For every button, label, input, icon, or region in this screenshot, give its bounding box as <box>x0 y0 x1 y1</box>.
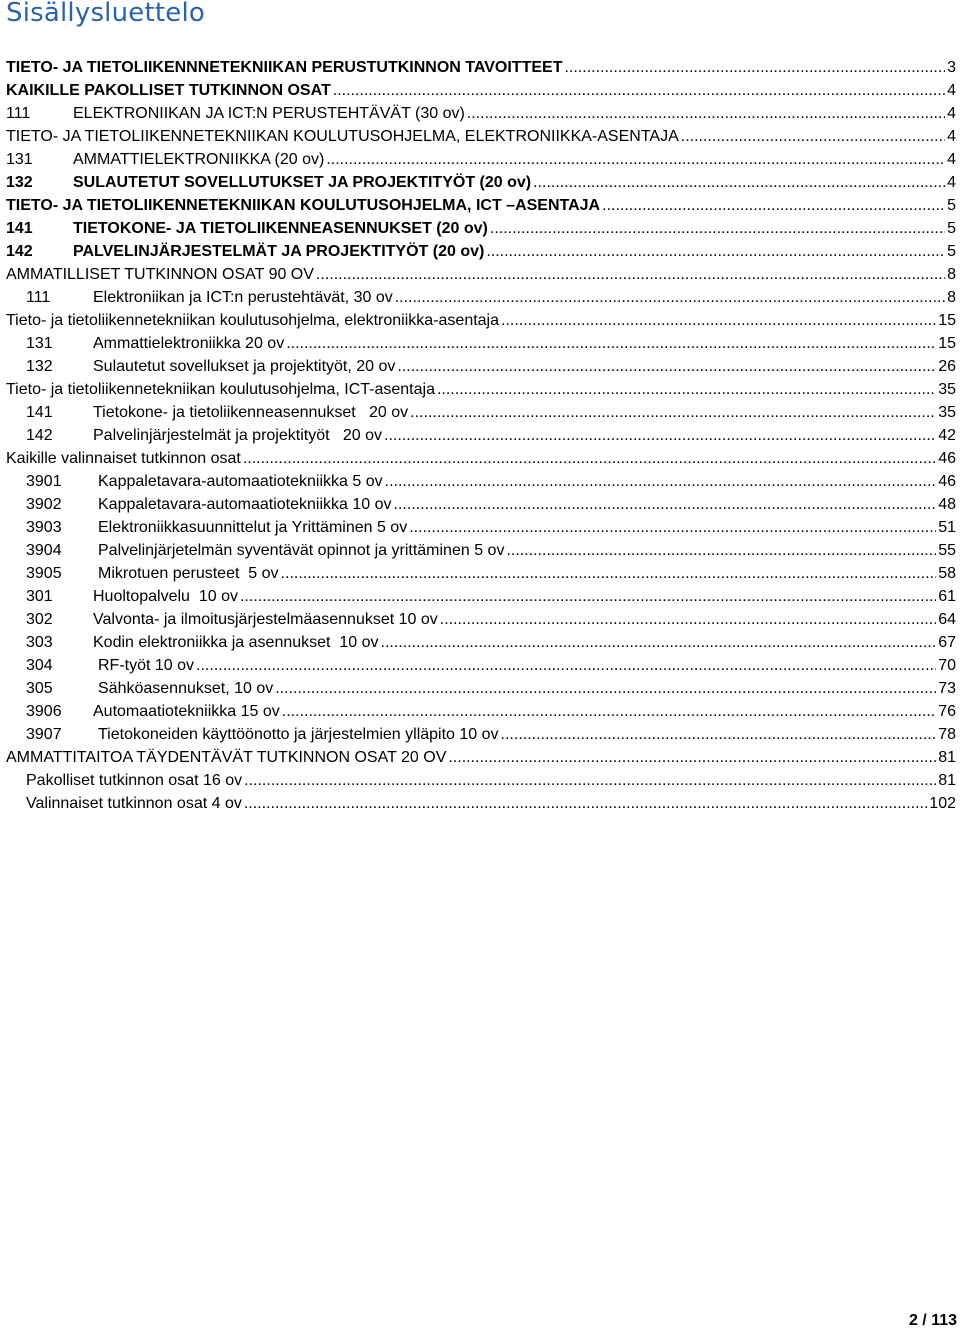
toc-dot-leader <box>240 585 936 608</box>
toc-entry[interactable] <box>6 56 956 79</box>
toc-entry-title: Palvelinjärjetelmän syventävät opinnot ja yrittäminen 5 ov <box>98 542 505 559</box>
toc-entry-title: Kaikille valinnaiset tutkinnon osat <box>6 450 241 467</box>
toc-entry-title: Mikrotuen perusteet 5 ov <box>98 565 279 582</box>
toc-dot-leader <box>381 631 937 654</box>
toc-entry[interactable] <box>6 700 956 723</box>
toc-entry[interactable] <box>6 171 956 194</box>
toc-entry-page: 42 <box>938 427 956 444</box>
toc-entry[interactable] <box>6 585 956 608</box>
toc-dot-leader <box>275 677 936 700</box>
toc-dot-leader <box>564 56 945 79</box>
toc-dot-leader <box>681 125 945 148</box>
toc-dot-leader <box>244 769 936 792</box>
toc-entry-title: Kappaletavara-automaatiotekniikka 10 ov <box>98 496 392 513</box>
toc-entry-number: 131 <box>26 335 53 352</box>
toc-entry-number: 131 <box>6 151 33 168</box>
toc-dot-leader <box>326 148 945 171</box>
toc-entry-page: 46 <box>938 473 956 490</box>
toc-entry-number: 142 <box>26 427 53 444</box>
toc-dot-leader <box>409 516 936 539</box>
toc-entry-title: Elektroniikan ja ICT:n perustehtävät, 30 ov <box>93 289 393 306</box>
toc-entry-number: 132 <box>6 174 33 191</box>
toc-entry-page: 8 <box>947 289 956 306</box>
toc-entry-number: 3902 <box>26 496 62 513</box>
toc-entry-page: 102 <box>929 795 956 812</box>
toc-entry-page: 51 <box>938 519 956 536</box>
toc-entry-page: 81 <box>938 749 956 766</box>
toc-entry-title: Tietokoneiden käyttöönotto ja järjestelmien ylläpito 10 ov <box>98 726 499 743</box>
toc-dot-leader <box>410 401 936 424</box>
toc-entry-title: Tieto- ja tietoliikennetekniikan koulutusohjelma, ICT-asentaja <box>6 381 435 398</box>
toc-entry[interactable] <box>6 792 956 815</box>
toc-entry-title: AMMATTITAITOA TÄYDENTÄVÄT TUTKINNON OSAT 20 OV <box>6 749 447 766</box>
toc-entry[interactable] <box>6 217 956 240</box>
toc-dot-leader <box>501 723 937 746</box>
toc-dot-leader <box>467 102 945 125</box>
toc-entry-number: 142 <box>6 243 33 260</box>
toc-entry[interactable] <box>6 286 956 309</box>
toc-entry[interactable] <box>6 148 956 171</box>
toc-entry-number: 304 <box>26 657 53 674</box>
toc-entry-page: 4 <box>947 105 956 122</box>
toc-entry-title: Palvelinjärjestelmät ja projektityöt 20 ov <box>93 427 383 444</box>
toc-entry[interactable] <box>6 309 956 332</box>
toc-entry-title: Huoltopalvelu 10 ov <box>93 588 238 605</box>
toc-entry[interactable] <box>6 447 956 470</box>
toc-entry-number: 3907 <box>26 726 62 743</box>
toc-entry-page: 35 <box>938 404 956 421</box>
toc-entry-number: 3903 <box>26 519 62 536</box>
toc-entry-title: ELEKTRONIIKAN JA ICT:N PERUSTEHTÄVÄT (30 ov) <box>73 105 465 122</box>
toc-entry[interactable] <box>6 562 956 585</box>
toc-entry[interactable] <box>6 263 956 286</box>
toc-entry[interactable] <box>6 493 956 516</box>
toc-dot-leader <box>244 792 927 815</box>
toc-entry-number: 111 <box>26 289 51 306</box>
toc-entry[interactable] <box>6 378 956 401</box>
toc-entry-page: 70 <box>938 657 956 674</box>
toc-entry-title: Kappaletavara-automaatiotekniikka 5 ov <box>98 473 383 490</box>
toc-entry-page: 81 <box>938 772 956 789</box>
toc-entry[interactable] <box>6 516 956 539</box>
toc-entry-title: AMMATILLISET TUTKINNON OSAT 90 OV <box>6 266 314 283</box>
toc-entry-number: 303 <box>26 634 53 651</box>
toc-entry-number: 132 <box>26 358 53 375</box>
toc-entry-page: 8 <box>947 266 956 283</box>
toc-entry-number: 111 <box>6 105 31 122</box>
toc-dot-leader <box>394 493 937 516</box>
toc-entry[interactable] <box>6 355 956 378</box>
toc-entry-title: Pakolliset tutkinnon osat 16 ov <box>26 772 243 789</box>
toc-entry-title: Kodin elektroniikka ja asennukset 10 ov <box>93 634 379 651</box>
toc-entry[interactable] <box>6 125 956 148</box>
toc-dot-leader <box>602 194 945 217</box>
toc-dot-leader <box>385 470 937 493</box>
toc-entry-number: 141 <box>6 220 33 237</box>
toc-entry-title: TIETO- JA TIETOLIIKENNNETEKNIIKAN PERUSTUTKINNON TAVOITTEET <box>6 59 563 76</box>
toc-entry[interactable] <box>6 79 956 102</box>
toc-dot-leader <box>286 332 936 355</box>
toc-entry-title: TIETO- JA TIETOLIIKENNETEKNIIKAN KOULUTUSOHJELMA, ELEKTRONIIKKA-ASENTAJA <box>6 128 679 145</box>
toc-dot-leader <box>281 562 937 585</box>
toc-entry[interactable] <box>6 470 956 493</box>
toc-entry-page: 58 <box>938 565 956 582</box>
toc-entry[interactable] <box>6 194 956 217</box>
toc-entry-page: 55 <box>938 542 956 559</box>
page-title: Sisällysluettelo <box>6 0 205 28</box>
toc-entry[interactable] <box>6 654 956 677</box>
toc-entry[interactable] <box>6 401 956 424</box>
toc-entry-number: 301 <box>26 588 53 605</box>
toc-dot-leader <box>506 539 936 562</box>
toc-entry-title: TIETO- JA TIETOLIIKENNETEKNIIKAN KOULUTUSOHJELMA, ICT –ASENTAJA <box>6 197 601 214</box>
toc-entry-page: 4 <box>947 151 956 168</box>
toc-entry-page: 5 <box>947 243 956 260</box>
toc-entry-number: 141 <box>26 404 53 421</box>
toc-entry-page: 4 <box>947 82 956 99</box>
toc-entry-page: 46 <box>938 450 956 467</box>
toc-entry-page: 48 <box>938 496 956 513</box>
toc-entry-title: Ammattielektroniikka 20 ov <box>93 335 285 352</box>
toc-dot-leader <box>501 309 936 332</box>
table-of-contents <box>6 56 956 815</box>
toc-entry-page: 67 <box>938 634 956 651</box>
toc-entry-page: 4 <box>947 128 956 145</box>
toc-entry[interactable] <box>6 332 956 355</box>
toc-entry[interactable] <box>6 240 956 263</box>
toc-entry-number: 3905 <box>26 565 62 582</box>
toc-entry[interactable] <box>6 677 956 700</box>
toc-dot-leader <box>440 608 936 631</box>
toc-entry[interactable] <box>6 746 956 769</box>
toc-dot-leader <box>395 286 945 309</box>
toc-dot-leader <box>243 447 936 470</box>
toc-entry-title: AMMATTIELEKTRONIIKKA (20 ov) <box>73 151 325 168</box>
toc-entry-page: 78 <box>938 726 956 743</box>
toc-dot-leader <box>282 700 936 723</box>
toc-entry-title: TIETOKONE- JA TIETOLIIKENNEASENNUKSET (20 ov) <box>73 220 488 237</box>
toc-entry-number: 302 <box>26 611 53 628</box>
toc-entry-number: 305 <box>26 680 53 697</box>
toc-dot-leader <box>397 355 936 378</box>
toc-entry[interactable] <box>6 631 956 654</box>
toc-dot-leader <box>448 746 936 769</box>
toc-entry-page: 73 <box>938 680 956 697</box>
toc-entry[interactable] <box>6 608 956 631</box>
toc-entry-page: 15 <box>938 335 956 352</box>
toc-entry[interactable] <box>6 102 956 125</box>
toc-entry-page: 5 <box>947 220 956 237</box>
toc-entry-page: 35 <box>938 381 956 398</box>
toc-dot-leader <box>384 424 936 447</box>
toc-entry-title: Tieto- ja tietoliikennetekniikan koulutusohjelma, elektroniikka-asentaja <box>6 312 500 329</box>
toc-entry-page: 5 <box>947 197 956 214</box>
toc-entry-title: Tietokone- ja tietoliikenneasennukset 20 ov <box>93 404 409 421</box>
toc-entry-title: Sulautetut sovellukset ja projektityöt, 20 ov <box>93 358 396 375</box>
toc-entry-title: RF-työt 10 ov <box>98 657 195 674</box>
toc-entry-page: 3 <box>947 59 956 76</box>
toc-entry-number: 3901 <box>26 473 62 490</box>
toc-entry-title: Valvonta- ja ilmoitusjärjestelmäasennukset 10 ov <box>93 611 438 628</box>
page-number: 2 / 113 <box>908 1312 957 1329</box>
toc-entry-title: Automaatiotekniikka 15 ov <box>93 703 280 720</box>
toc-entry-number: 3906 <box>26 703 62 720</box>
toc-entry-title: PALVELINJÄRJESTELMÄT JA PROJEKTITYÖT (20 ov) <box>73 243 485 260</box>
toc-dot-leader <box>486 240 945 263</box>
toc-entry-title: KAIKILLE PAKOLLISET TUTKINNON OSAT <box>6 82 331 99</box>
toc-entry[interactable] <box>6 539 956 562</box>
toc-dot-leader <box>533 171 945 194</box>
toc-dot-leader <box>437 378 936 401</box>
toc-dot-leader <box>333 79 945 102</box>
toc-entry-page: 61 <box>938 588 956 605</box>
toc-entry-title: SULAUTETUT SOVELLUTUKSET JA PROJEKTITYÖT (20 ov) <box>73 174 532 191</box>
toc-dot-leader <box>490 217 945 240</box>
toc-dot-leader <box>316 263 945 286</box>
toc-entry-page: 76 <box>938 703 956 720</box>
toc-entry-title: Sähköasennukset, 10 ov <box>98 680 274 697</box>
toc-entry-page: 26 <box>938 358 956 375</box>
toc-entry[interactable] <box>6 769 956 792</box>
toc-entry-title: Valinnaiset tutkinnon osat 4 ov <box>26 795 242 812</box>
toc-entry-page: 64 <box>938 611 956 628</box>
toc-entry-title: Elektroniikkasuunnittelut ja Yrittäminen 5 ov <box>98 519 408 536</box>
toc-entry-page: 15 <box>938 312 956 329</box>
toc-entry-page: 4 <box>947 174 956 191</box>
toc-entry-number: 3904 <box>26 542 62 559</box>
toc-entry[interactable] <box>6 424 956 447</box>
toc-dot-leader <box>196 654 936 677</box>
toc-entry[interactable] <box>6 723 956 746</box>
